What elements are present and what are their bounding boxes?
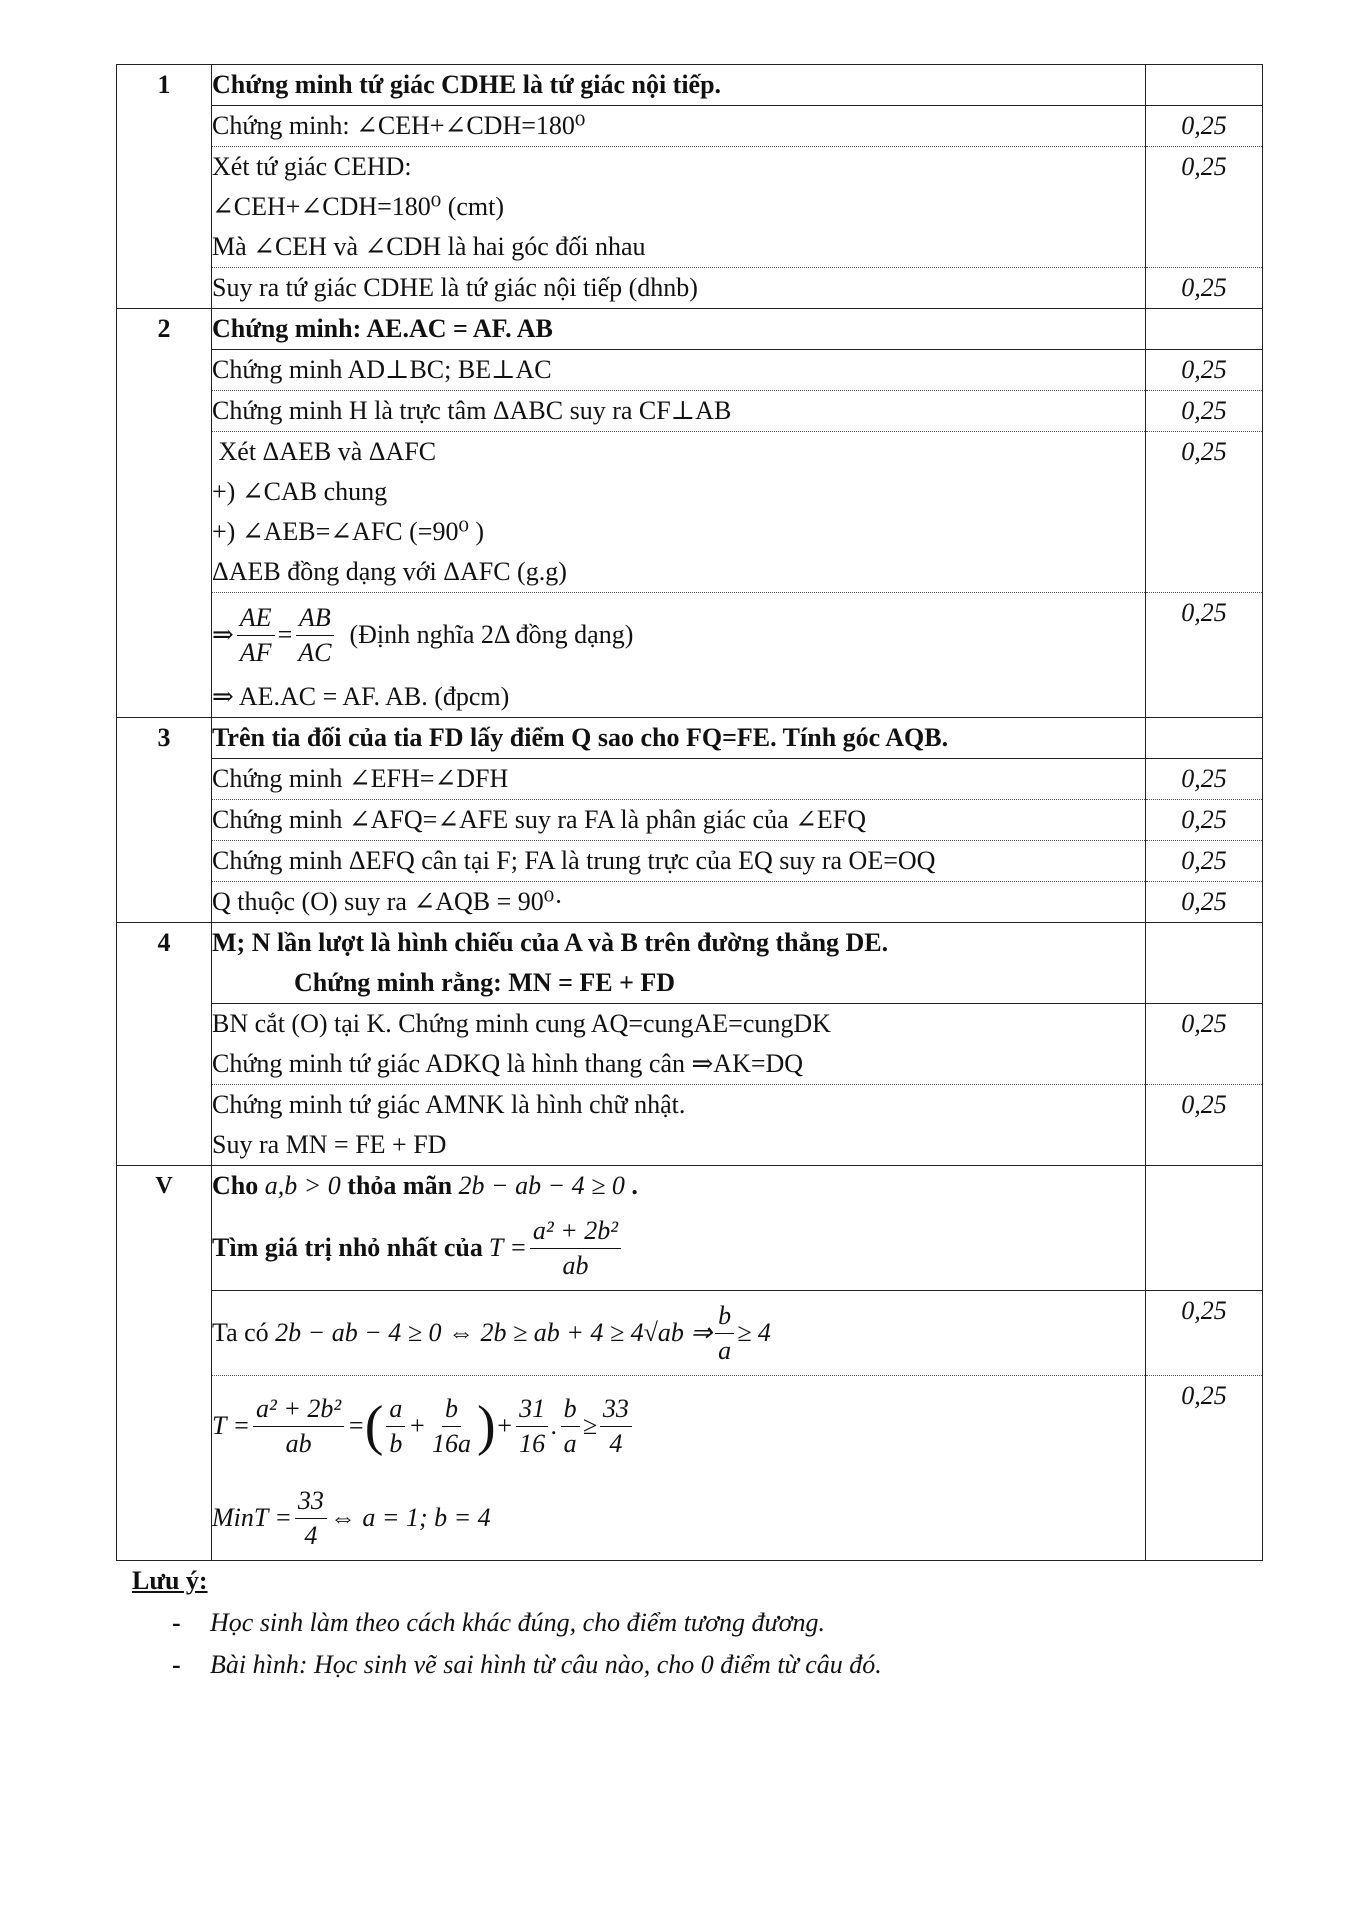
numerator: b (442, 1392, 461, 1427)
step-line: Chứng minh tứ giác AMNK là hình chữ nhật. (212, 1090, 686, 1119)
step-text: Chứng minh AD⊥BC; BE⊥AC (212, 350, 1146, 391)
denominator: ab (285, 1428, 312, 1458)
denominator: b (389, 1428, 403, 1458)
step-line: Chứng minh tứ giác ADKQ là hình thang cân ⇒AK=DQ (212, 1049, 804, 1078)
note-item (132, 1608, 882, 1638)
step-text: Chứng minh ∠EFH=∠DFH (212, 759, 1146, 800)
points: 0,25 (1146, 800, 1263, 841)
numerator: 33 (295, 1484, 327, 1519)
note-text: Bài hình: Học sinh vẽ sai hình từ câu nào, cho 0 điểm từ câu đó. (210, 1650, 882, 1679)
section-4-header (117, 923, 1263, 1004)
step-text: Q thuộc (O) suy ra ∠AQB = 90⁰· (212, 882, 1146, 923)
points: 0,25 (1146, 432, 1263, 593)
section-title: Chứng minh: AE.AC = AF. AB (212, 309, 1146, 350)
step-text: Suy ra tứ giác CDHE là tứ giác nội tiếp (dhnb) (212, 268, 1146, 309)
step-block (212, 1085, 1146, 1166)
section-number: 1 (117, 65, 212, 106)
points-cell (1146, 309, 1263, 350)
math-expr: ≥ (582, 1411, 597, 1440)
notes-section (132, 1566, 882, 1680)
denominator: AC (298, 637, 332, 667)
fraction (253, 1392, 344, 1461)
numerator: 31 (516, 1392, 548, 1427)
section-number: 2 (117, 309, 212, 350)
numerator: a² + 2b² (530, 1214, 621, 1249)
step-block (212, 1376, 1146, 1561)
title-text: Tìm giá trị nhỏ nhất của (212, 1233, 483, 1262)
section-title (212, 923, 1146, 1004)
step-line: ⇒ AE.AC = AF. AB. (đpcm) (212, 682, 510, 711)
section-3-header (117, 718, 1263, 759)
points: 0,25 (1146, 350, 1263, 391)
numerator: 33 (600, 1392, 632, 1427)
section-number-blank (117, 1291, 212, 1561)
note-item (132, 1650, 882, 1680)
numerator: a (386, 1392, 405, 1427)
min-value-line (212, 1476, 1145, 1560)
section-number-blank (117, 350, 212, 718)
points-cell (1146, 923, 1263, 1004)
step-line: Suy ra MN = FE + FD (212, 1130, 447, 1159)
points-cell (1146, 65, 1263, 106)
left-paren: ( (364, 1395, 384, 1457)
section-number-blank (117, 106, 212, 309)
step-block (212, 593, 1146, 718)
title-line: M; N lần lượt là hình chiếu của A và B trên đường thẳng DE. (212, 928, 889, 957)
title-line (212, 1166, 1145, 1206)
answer-table (116, 64, 1263, 1561)
math-expr: 2b − ab − 4 ≥ 0 ⇔ 2b ≥ ab + 4 ≥ 4√ab ⇒ (275, 1318, 713, 1347)
math-expr: = (347, 1411, 365, 1440)
math-expr: T = (488, 1233, 527, 1262)
section-title: Trên tia đối của tia FD lấy điểm Q sao cho FQ=FE. Tính góc AQB. (212, 718, 1146, 759)
denominator: 16a (431, 1428, 471, 1458)
points: 0,25 (1146, 841, 1263, 882)
fraction (429, 1392, 474, 1461)
step-block (212, 1004, 1146, 1085)
step-line: ∠CEH+∠CDH=180⁰ (cmt) (212, 192, 505, 221)
step-block (212, 1291, 1146, 1376)
section-title (212, 1166, 1146, 1291)
inequality-line (212, 1291, 1145, 1375)
note-text: (Định nghĩa 2Δ đồng dạng) (349, 620, 634, 649)
step-text: Chứng minh: ∠CEH+∠CDH=180⁰ (212, 106, 1146, 147)
title-line: Chứng minh rằng: MN = FE + FD (294, 968, 676, 997)
numerator: AE (237, 601, 275, 636)
fraction (715, 1299, 734, 1368)
step-block (212, 147, 1146, 268)
bullet-dash: - (172, 1650, 181, 1679)
step-line: Mà ∠CEH và ∠CDH là hai góc đối nhau (212, 232, 646, 261)
step-line: +) ∠AEB=∠AFC (=90⁰ ) (212, 517, 485, 546)
denominator: a (718, 1335, 732, 1365)
title-line (212, 1206, 1145, 1290)
notes-title: Lưu ý: (132, 1566, 208, 1595)
fraction (530, 1214, 621, 1283)
step-text: Chứng minh H là trực tâm ΔABC suy ra CF⊥AB (212, 391, 1146, 432)
section-number: 4 (117, 923, 212, 1004)
section-number-blank (117, 1004, 212, 1166)
math-expr: T = (212, 1411, 251, 1440)
fraction (600, 1392, 632, 1461)
step-line: +) ∠CAB chung (212, 477, 388, 506)
fraction (386, 1392, 405, 1461)
points: 0,25 (1146, 1004, 1263, 1085)
points: 0,25 (1146, 1376, 1263, 1561)
fraction (295, 601, 334, 670)
points: 0,25 (1146, 106, 1263, 147)
title-text: thỏa mãn (340, 1171, 459, 1200)
step-line: Xét ΔAEB và ΔAFC (212, 437, 437, 466)
section-title: Chứng minh tứ giác CDHE là tứ giác nội tiếp. (212, 65, 1146, 106)
section-5-header (117, 1166, 1263, 1291)
numerator: b (715, 1299, 734, 1334)
denominator: ab (562, 1250, 589, 1280)
denominator: 4 (609, 1428, 623, 1458)
math-expr: a,b > 0 (264, 1171, 341, 1200)
note-text: Học sinh làm theo cách khác đúng, cho điểm tương đương. (210, 1608, 825, 1637)
section-2-header (117, 309, 1263, 350)
step-text: Chứng minh ∠AFQ=∠AFE suy ra FA là phân giác của ∠EFQ (212, 800, 1146, 841)
step-line: ΔAEB đồng dạng với ΔAFC (g.g) (212, 557, 567, 586)
points: 0,25 (1146, 759, 1263, 800)
implies-arrow: ⇒ (212, 620, 234, 649)
points-cell (1146, 718, 1263, 759)
math-expr: ⇔ a = 1; b = 4 (329, 1503, 491, 1532)
points: 0,25 (1146, 391, 1263, 432)
points: 0,25 (1146, 1291, 1263, 1376)
denominator: 16 (519, 1428, 546, 1458)
title-text: . (624, 1171, 638, 1200)
fraction (561, 1392, 580, 1461)
equals: = (277, 620, 293, 649)
math-expr: + (408, 1411, 426, 1440)
points: 0,25 (1146, 268, 1263, 309)
expression-line (212, 1376, 1145, 1476)
numerator: b (561, 1392, 580, 1427)
step-line: Xét tứ giác CEHD: (212, 152, 412, 181)
denominator: AF (239, 637, 272, 667)
fraction (295, 1484, 327, 1553)
section-number-blank (117, 759, 212, 923)
math-expr: ≥ 4 (737, 1318, 771, 1347)
title-text: Cho (212, 1171, 265, 1200)
right-paren: ) (476, 1395, 496, 1457)
fraction (237, 601, 275, 670)
points: 0,25 (1146, 1085, 1263, 1166)
answer-table-container (116, 64, 1262, 1561)
fraction (516, 1392, 548, 1461)
math-expr: + (495, 1411, 514, 1440)
section-1-header (117, 65, 1263, 106)
section-number: V (117, 1166, 212, 1291)
step-text: Chứng minh ΔEFQ cân tại F; FA là trung trực của EQ suy ra OE=OQ (212, 841, 1146, 882)
numerator: AB (296, 601, 334, 636)
points-cell (1146, 1166, 1263, 1291)
points: 0,25 (1146, 593, 1263, 718)
math-expr: MinT = (212, 1503, 292, 1532)
points: 0,25 (1146, 147, 1263, 268)
section-number: 3 (117, 718, 212, 759)
step-text: Ta có (212, 1318, 276, 1347)
numerator: a² + 2b² (253, 1392, 344, 1427)
step-block (212, 432, 1146, 593)
math-expr: . (551, 1411, 558, 1440)
denominator: a (563, 1428, 577, 1458)
ratio-line (212, 593, 1145, 677)
denominator: 4 (304, 1520, 318, 1550)
bullet-dash: - (172, 1608, 181, 1637)
step-line: BN cắt (O) tại K. Chứng minh cung AQ=cungAE=cungDK (212, 1009, 831, 1038)
math-expr: 2b − ab − 4 ≥ 0 (458, 1171, 625, 1200)
points: 0,25 (1146, 882, 1263, 923)
